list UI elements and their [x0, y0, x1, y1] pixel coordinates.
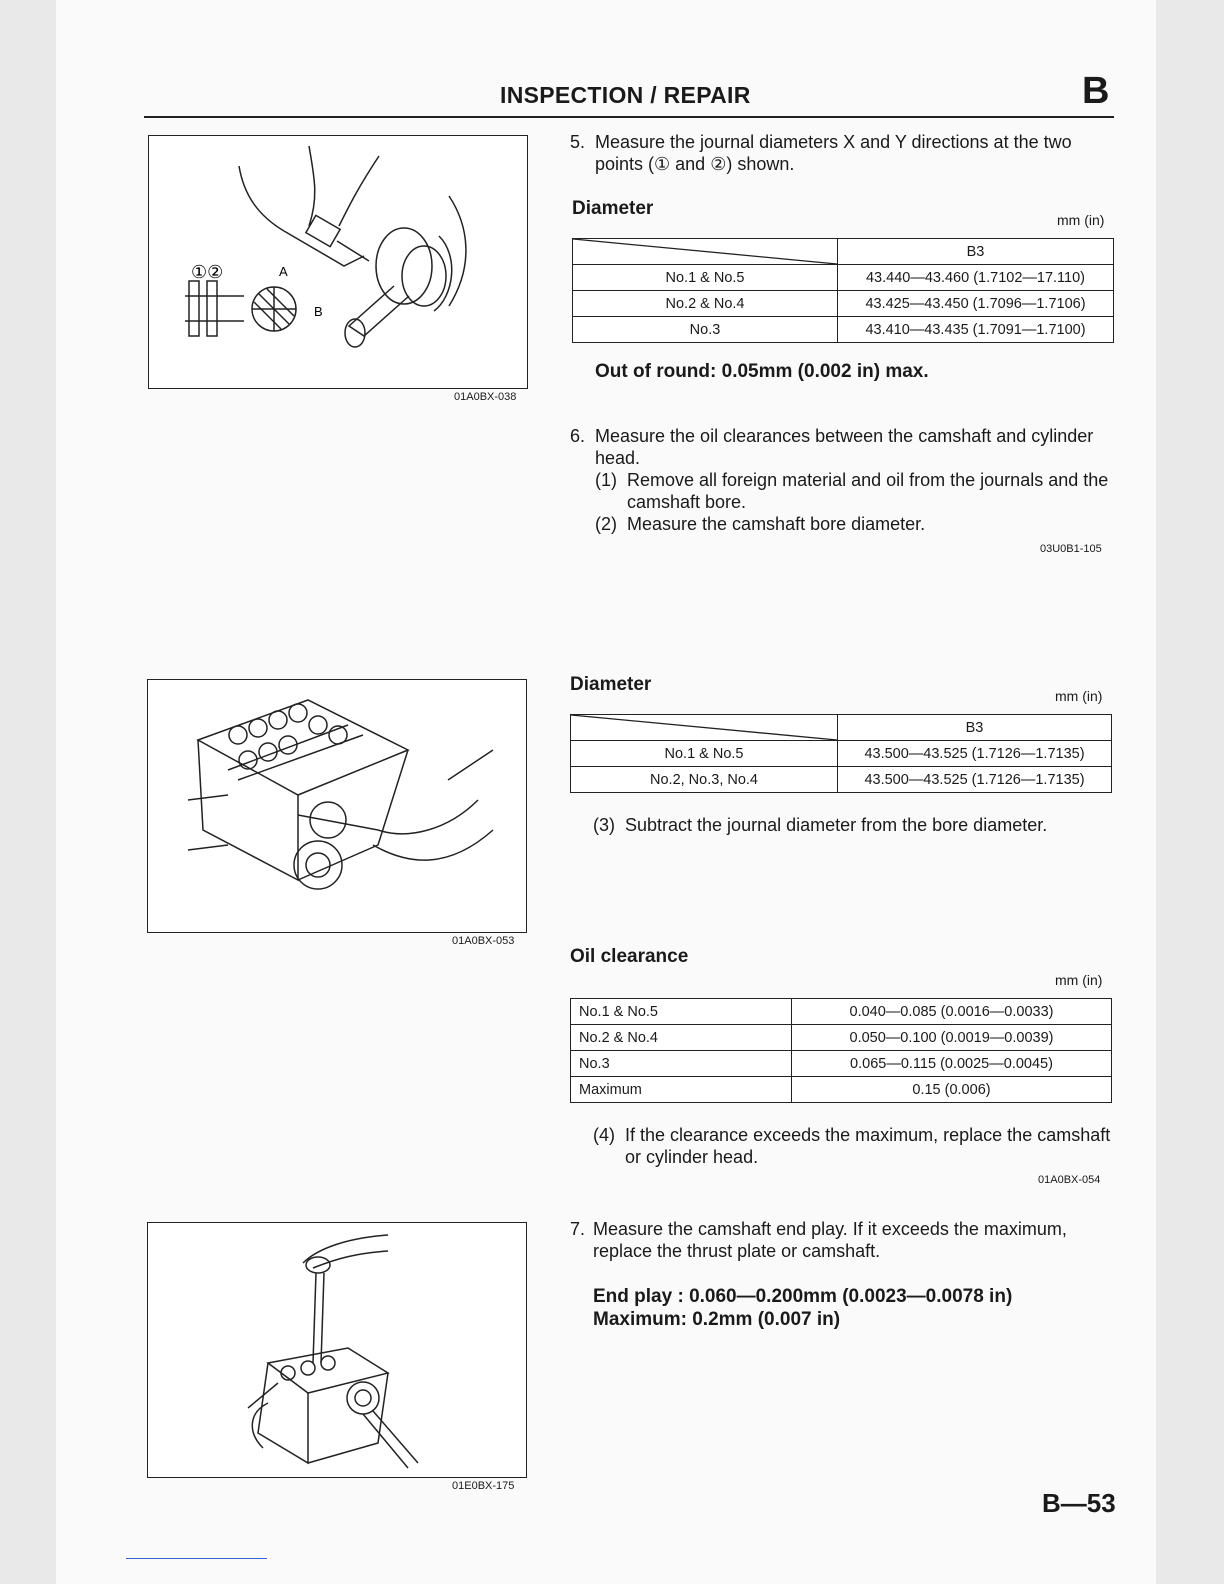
step6-code: 03U0B1-105	[1040, 543, 1102, 555]
step6-sub2-text: Measure the camshaft bore diameter.	[627, 514, 926, 534]
column-header: B3	[838, 715, 1112, 741]
step6-sub1-text: Remove all foreign material and oil from the journals and the camshaft bore.	[627, 470, 1109, 512]
table-header-row	[571, 715, 1112, 741]
bore-diameter-table	[570, 714, 1112, 793]
table-row: No.1 & No.5 43.500—43.525 (1.7126—1.7135)	[571, 741, 1112, 767]
fig-label-a: A	[279, 264, 288, 279]
step6-sub3-text: Subtract the journal diameter from the bore diameter.	[625, 815, 1048, 835]
step7-number: 7.	[570, 1219, 586, 1239]
table-row: No.2 & No.4 43.425—43.450 (1.7096—1.7106)	[573, 291, 1114, 317]
table-row: No.3 43.410—43.435 (1.7091—1.7100)	[573, 317, 1114, 343]
figure-bore-measure	[147, 679, 527, 933]
step5-number: 5.	[570, 132, 586, 152]
table-header-row	[573, 239, 1114, 265]
cylinder-head-illustration	[148, 680, 526, 932]
page-title: INSPECTION / REPAIR	[500, 82, 751, 108]
figure-code-2: 01A0BX-053	[452, 935, 515, 947]
step6-sub1-number: (1)	[595, 470, 617, 490]
oil-clearance-title: Oil clearance	[570, 946, 689, 967]
fig-label-b: B	[314, 304, 323, 319]
journal-diameter-table	[572, 238, 1114, 343]
oil-clearance-table	[570, 998, 1112, 1103]
step6-sub4-text: If the clearance exceeds the maximum, replace the camshaft or cylinder head.	[625, 1125, 1111, 1167]
step7-text: Measure the camshaft end play. If it exceeds the maximum, replace the thrust plate or camshaft.	[593, 1219, 1067, 1261]
oil-clearance-unit: mm (in)	[1055, 972, 1103, 988]
figure-code-3: 01E0BX-175	[452, 1480, 515, 1492]
step6-text: Measure the oil clearances between the camshaft and cylinder head.	[595, 426, 1094, 468]
page-number: B—53	[1042, 1488, 1116, 1518]
footer-link-underline	[126, 1558, 267, 1559]
step6-number: 6.	[570, 426, 586, 446]
end-play-maximum: Maximum: 0.2mm (0.007 in)	[593, 1309, 841, 1330]
dial-gauge-illustration	[148, 1223, 526, 1477]
micrometer-illustration	[149, 136, 527, 388]
step6-code-2: 01A0BX-054	[1038, 1174, 1101, 1186]
out-of-round-spec: Out of round: 0.05mm (0.002 in) max.	[595, 361, 929, 382]
table-row: Maximum 0.15 (0.006)	[571, 1077, 1112, 1103]
step5-unit: mm (in)	[1057, 212, 1105, 228]
end-play-spec: End play : 0.060—0.200mm (0.0023—0.0078 in)	[593, 1286, 1013, 1307]
step5-text: Measure the journal diameters X and Y directions at the two points (① and ②) shown.	[595, 132, 1072, 174]
step6-sub3-number: (3)	[593, 815, 615, 835]
figure-code-1: 01A0BX-038	[454, 391, 517, 403]
figure-journal-measure	[148, 135, 528, 389]
table-row: No.2 & No.4 0.050—0.100 (0.0019—0.0039)	[571, 1025, 1112, 1051]
header-rule	[144, 116, 1114, 118]
figure-end-play	[147, 1222, 527, 1478]
table-row: No.1 & No.5 0.040—0.085 (0.0016—0.0033)	[571, 999, 1112, 1025]
diagonal-cell	[573, 239, 838, 265]
step6-sub4-number: (4)	[593, 1125, 615, 1145]
column-header: B3	[838, 239, 1114, 265]
table-row: No.2, No.3, No.4 43.500—43.525 (1.7126—1.7135)	[571, 767, 1112, 793]
step5-table-title: Diameter	[572, 198, 654, 219]
fig-label-12: ①②	[191, 262, 224, 282]
step6-sub2-number: (2)	[595, 514, 617, 534]
table-row: No.1 & No.5 43.440—43.460 (1.7102—17.110)	[573, 265, 1114, 291]
table-row: No.3 0.065—0.115 (0.0025—0.0045)	[571, 1051, 1112, 1077]
step6-table-title: Diameter	[570, 674, 652, 695]
section-letter: B	[1082, 70, 1110, 112]
diagonal-cell	[571, 715, 838, 741]
step6-unit: mm (in)	[1055, 688, 1103, 704]
